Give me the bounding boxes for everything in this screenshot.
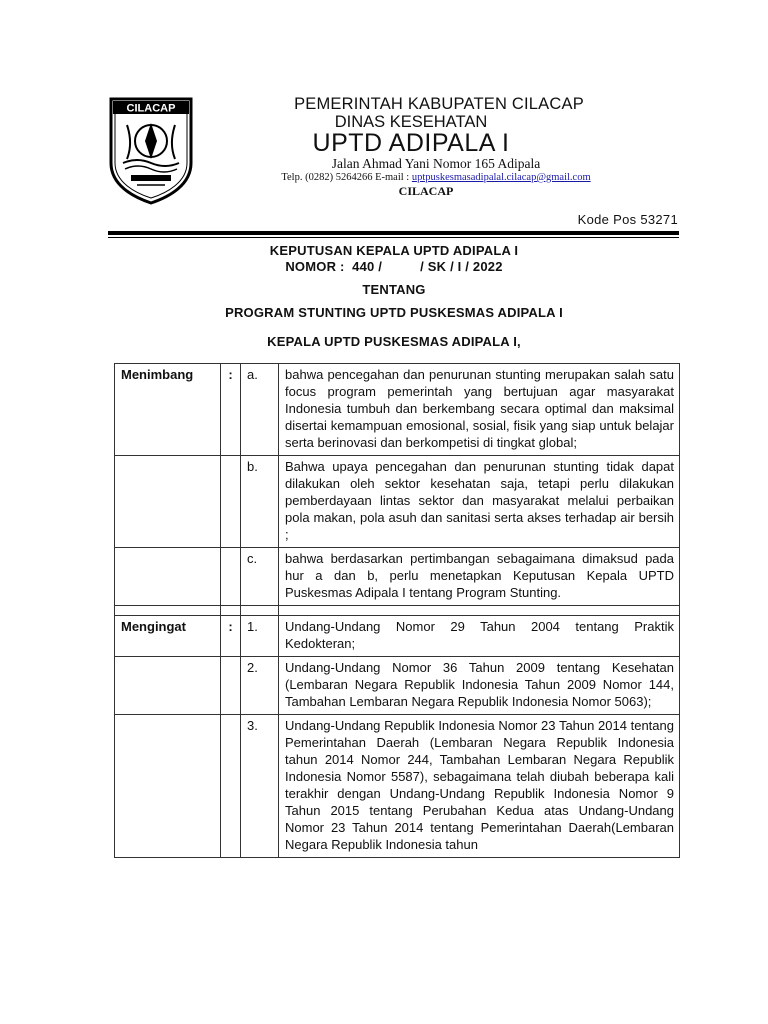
table-spacer-row	[115, 606, 680, 616]
item-text: bahwa berdasarkan pertimbangan sebagaimana dimaksud pada hur a dan b, perlu menetapkan Keputusan Kepala UPTD Puskesmas Adipala I tentang Program Stunting.	[279, 548, 680, 606]
kop-telp: Telp. (0282) 5264266 E-mail :	[281, 172, 412, 183]
table-row	[115, 548, 680, 606]
decree-tentang: TENTANG	[362, 282, 426, 297]
mengingat-colon: :	[221, 616, 241, 657]
svg-text:CILACAP: CILACAP	[126, 102, 176, 115]
mengingat-label: Mengingat	[115, 616, 221, 657]
table-row	[115, 657, 680, 715]
kop-unit: UPTD ADIPALA I	[312, 129, 510, 157]
table-row	[115, 715, 680, 858]
kop-city: CILACAP	[398, 184, 454, 198]
item-text: Bahwa upaya pencegahan dan penurunan stunting tidak dapat dilakukan oleh sektor kesehatan saja, tetapi perlu dilakukan pemberdayaan lintas sektor dan masyarakat melalui perbaikan pola makan, pola asuh dan sanitasi serta akses terhadap air bersih ;	[279, 456, 680, 548]
letterhead-divider-thin	[108, 237, 679, 238]
kop-government: PEMERINTAH KABUPATEN CILACAP	[294, 95, 584, 113]
table-row	[115, 456, 680, 548]
letterhead-divider-thick	[108, 231, 679, 235]
kop-contact	[52, 172, 768, 183]
item-text: Undang-Undang Republik Indonesia Nomor 23 Tahun 2014 tentang Pemerintahan Daerah (Lembaran Negara Republik Indonesia tahun 2014 Nomor 244, Tambahan Lembaran Negara Republik Indonesia Nomor 5587), sebagaimana telah diubah beberapa kali terakhir dengan Undang-Undang Republik Indonesia Nomor 9 Tahun 2015 tentang Perubahan Kedua atas Undang-Undang Nomor 23 Tahun 2014 tentang Pemerintahan Daerah(Lembaran Negara Republik Indonesia tahun	[279, 715, 680, 858]
table-row	[115, 364, 680, 456]
considerations-table	[114, 363, 680, 858]
kop-address: Jalan Ahmad Yani Nomor 165 Adipala	[331, 156, 541, 171]
kop-department: DINAS KESEHATAN	[334, 113, 488, 131]
menimbang-label: Menimbang	[115, 364, 221, 456]
postal-code: Kode Pos 53271	[577, 212, 678, 227]
decree-issuer: KEPALA UPTD PUSKESMAS ADIPALA I,	[267, 334, 521, 349]
table-row	[115, 616, 680, 657]
kop-email-link[interactable]: uptpuskesmasadipalal.cilacap@gmail.com	[411, 172, 591, 183]
item-number: b.	[241, 456, 279, 548]
menimbang-colon: :	[221, 364, 241, 456]
item-number: c.	[241, 548, 279, 606]
item-number: 3.	[241, 715, 279, 858]
decree-number: NOMOR : 440 / / SK / I / 2022	[285, 259, 503, 274]
item-text: Undang-Undang Nomor 36 Tahun 2009 tentang Kesehatan (Lembaran Negara Republik Indonesia Tahun 2009 Nomor 144, Tambahan Lembaran Negara Republik Indonesia Nomor 5063);	[279, 657, 680, 715]
item-text: Undang-Undang Nomor 29 Tahun 2004 tentang Praktik Kedokteran;	[279, 616, 680, 657]
item-number: 2.	[241, 657, 279, 715]
item-number: a.	[241, 364, 279, 456]
item-number: 1.	[241, 616, 279, 657]
item-text: bahwa pencegahan dan penurunan stunting merupakan salah satu focus program pemerintah yang bertujuan agar masyarakat Indonesia tumbuh dan berkembang secara optimal dan maksimal disertai kemampuan emosional, sosial, fisik yang siap untuk belajar serta berinovasi dan berkompetisi di tingkat global;	[279, 364, 680, 456]
decree-subject: PROGRAM STUNTING UPTD PUSKESMAS ADIPALA I	[225, 305, 563, 320]
decree-title: KEPUTUSAN KEPALA UPTD ADIPALA I	[269, 243, 519, 258]
